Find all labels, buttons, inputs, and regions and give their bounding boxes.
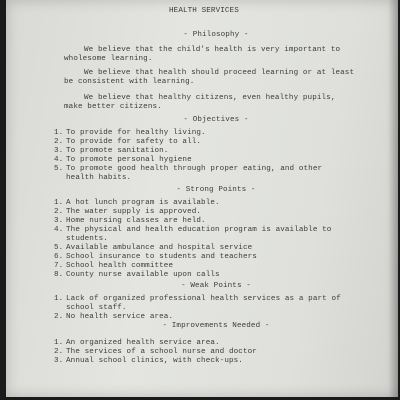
item-number: 3. <box>54 147 64 155</box>
item-text: Available ambulance and hospital service <box>66 244 253 252</box>
weak-points-heading: - Weak Points - <box>181 282 251 290</box>
item-text: Annual school clinics, with check-ups. <box>66 357 243 365</box>
item-text: The services of a school nurse and doctor <box>66 348 257 356</box>
item-text: To provide for healthy living. <box>66 129 206 137</box>
objectives-list <box>54 129 374 183</box>
philosophy-heading: - Philosophy - <box>183 31 249 39</box>
list-item <box>54 271 374 280</box>
item-number: 1. <box>54 199 64 207</box>
philosophy-paragraph-2 <box>64 69 364 87</box>
strong-points-heading: - Strong Points - <box>176 186 256 194</box>
item-number: 7. <box>54 262 64 270</box>
paragraph-line: We believe that the child's health is very important to <box>84 46 341 54</box>
list-item-continuation <box>54 235 374 244</box>
item-number: 3. <box>54 217 64 225</box>
strong-points-list <box>54 199 374 280</box>
list-item <box>54 262 374 271</box>
paragraph-line: be consistent with learning. <box>64 78 195 86</box>
item-number: 2. <box>54 348 64 356</box>
list-item <box>54 147 374 156</box>
philosophy-paragraph-1 <box>64 46 364 64</box>
item-text: To promote good health through proper eating, and other <box>66 165 323 173</box>
list-item <box>54 226 374 235</box>
list-item <box>54 295 374 304</box>
list-item <box>54 199 374 208</box>
item-text: A hot lunch program is available. <box>66 199 220 207</box>
item-text: Home nursing classes are held. <box>66 217 206 225</box>
list-item <box>54 129 374 138</box>
paragraph-line: We believe that health should proceed learning or at least <box>84 69 355 77</box>
item-text: County nurse available upon calls <box>66 271 220 279</box>
item-text: students. <box>66 235 108 243</box>
paragraph-line: We believe that healthy citizens, even healthy pupils, <box>84 94 336 102</box>
item-number: 1. <box>54 295 64 303</box>
item-number: 2. <box>54 138 64 146</box>
list-item-continuation <box>54 174 374 183</box>
item-number: 5. <box>54 165 64 173</box>
item-number: 4. <box>54 226 64 234</box>
list-item <box>54 339 374 348</box>
item-number: 5. <box>54 244 64 252</box>
item-number: 2. <box>54 208 64 216</box>
list-item <box>54 253 374 262</box>
item-text: The water supply is approved. <box>66 208 202 216</box>
list-item <box>54 165 374 174</box>
list-item <box>54 156 374 165</box>
philosophy-paragraph-3 <box>64 94 364 112</box>
objectives-heading: - Objectives - <box>183 116 249 124</box>
page-title: HEALTH SERVICES <box>169 7 239 15</box>
list-item <box>54 313 374 322</box>
item-text: School insurance to students and teachers <box>66 253 257 261</box>
list-item <box>54 217 374 226</box>
document-page <box>6 0 398 397</box>
item-number: 8. <box>54 271 64 279</box>
item-number: 1. <box>54 339 64 347</box>
item-text: To promote sanitation. <box>66 147 169 155</box>
paragraph-line: make better citizens. <box>64 103 162 111</box>
item-number: 1. <box>54 129 64 137</box>
item-text: The physical and health education program is available to <box>66 226 332 234</box>
list-item <box>54 208 374 217</box>
item-text: school staff. <box>66 304 127 312</box>
list-item <box>54 138 374 147</box>
list-item <box>54 244 374 253</box>
improvements-list <box>54 339 374 366</box>
item-text: School health committee <box>66 262 174 270</box>
item-text: To provide for safety to all. <box>66 138 202 146</box>
list-item <box>54 348 374 357</box>
list-item <box>54 357 374 366</box>
improvements-heading: - Improvements Needed - <box>162 322 270 330</box>
item-number: 3. <box>54 357 64 365</box>
item-text: Lack of organized professional health services as a part of <box>66 295 341 303</box>
item-text: No health service area. <box>66 313 174 321</box>
item-number: 4. <box>54 156 64 164</box>
item-number: 6. <box>54 253 64 261</box>
list-item-continuation <box>54 304 374 313</box>
paragraph-line: wholesome learning. <box>64 55 153 63</box>
item-text: To promote personal hygiene <box>66 156 192 164</box>
item-text: An organized health service area. <box>66 339 220 347</box>
weak-points-list <box>54 295 374 322</box>
item-text: health habits. <box>66 174 132 182</box>
item-number: 2. <box>54 313 64 321</box>
